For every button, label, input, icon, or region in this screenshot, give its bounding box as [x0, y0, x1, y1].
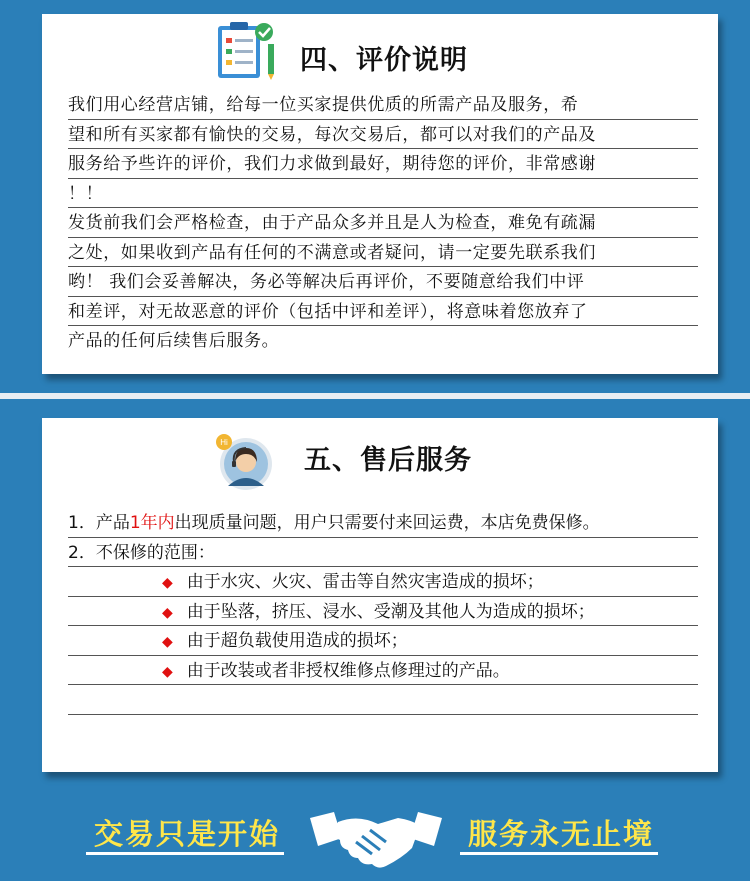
evaluation-text-block	[68, 90, 698, 356]
after-sales-header	[42, 418, 718, 488]
text-line: 望和所有买家都有愉快的交易，每次交易后，都可以对我们的产品及	[68, 120, 698, 150]
evaluation-header	[42, 14, 718, 84]
customer-service-agent-icon	[214, 432, 274, 492]
exclusion-item	[68, 626, 698, 656]
warranty-item	[68, 508, 698, 538]
diamond-bullet-icon: ◆	[162, 634, 173, 650]
text-line: 产品的任何后续售后服务。	[68, 331, 280, 351]
warranty-suffix: 出现质量问题，用户只需要付来回运费，本店免费保修。	[174, 513, 600, 533]
evaluation-card	[42, 14, 718, 374]
evaluation-title: 四、评价说明	[300, 45, 468, 76]
after-sales-title: 五、售后服务	[304, 445, 472, 476]
text-line: 和差评，对无故恶意的评价（包括中评和差评），将意味着您放弃了	[68, 297, 698, 327]
exclusion-item	[68, 597, 698, 627]
text-line: 之处，如果收到产品有任何的不满意或者疑问，请一定要先联系我们	[68, 238, 698, 268]
handshake-icon	[308, 808, 444, 868]
exclusion-item	[68, 656, 698, 686]
diamond-bullet-icon: ◆	[162, 604, 173, 621]
section-divider	[0, 393, 750, 399]
text-line: 发货前我们会严格检查，由于产品众多并且是人为检查，难免有疏漏	[68, 208, 698, 238]
footer-underline-left	[86, 852, 284, 855]
exclusion-text: 由于水灾、火灾、雷击等自然灾害造成的损坏；	[186, 572, 544, 592]
exclusion-text: 由于超负载使用造成的损坏；	[186, 631, 408, 651]
text-line: 哟！ 我们会妥善解决，务必等解决后再评价，不要随意给我们中评	[68, 267, 698, 297]
exclusions-heading: 2．不保修的范围：	[68, 538, 698, 568]
after-sales-text-block	[68, 508, 698, 715]
warranty-prefix: 1．产品	[68, 513, 130, 533]
exclusion-text: 由于改装或者非授权维修点修理过的产品。	[186, 660, 510, 681]
exclusion-text: 由于坠落，挤压、浸水、受潮及其他人为造成的损坏；	[186, 601, 595, 622]
blank-line	[68, 685, 698, 715]
warranty-period-highlight: 1年内	[129, 513, 175, 533]
footer-underline-right	[460, 852, 658, 855]
diamond-bullet-icon: ◆	[162, 575, 173, 591]
hi-badge: Hi	[220, 438, 228, 447]
text-line: 服务给予些许的评价，我们力求做到最好，期待您的评价，非常感谢	[68, 149, 698, 179]
after-sales-card	[42, 418, 718, 772]
footer-slogan-left: 交易只是开始	[94, 817, 281, 851]
exclusion-item	[68, 567, 698, 597]
clipboard-checklist-icon	[212, 18, 284, 84]
text-line: 我们用心经营店铺，给每一位买家提供优质的所需产品及服务，希	[68, 90, 698, 120]
text-line: ！！	[68, 179, 698, 209]
diamond-bullet-icon: ◆	[162, 663, 173, 680]
footer-slogan-right: 服务永无止境	[468, 817, 655, 851]
